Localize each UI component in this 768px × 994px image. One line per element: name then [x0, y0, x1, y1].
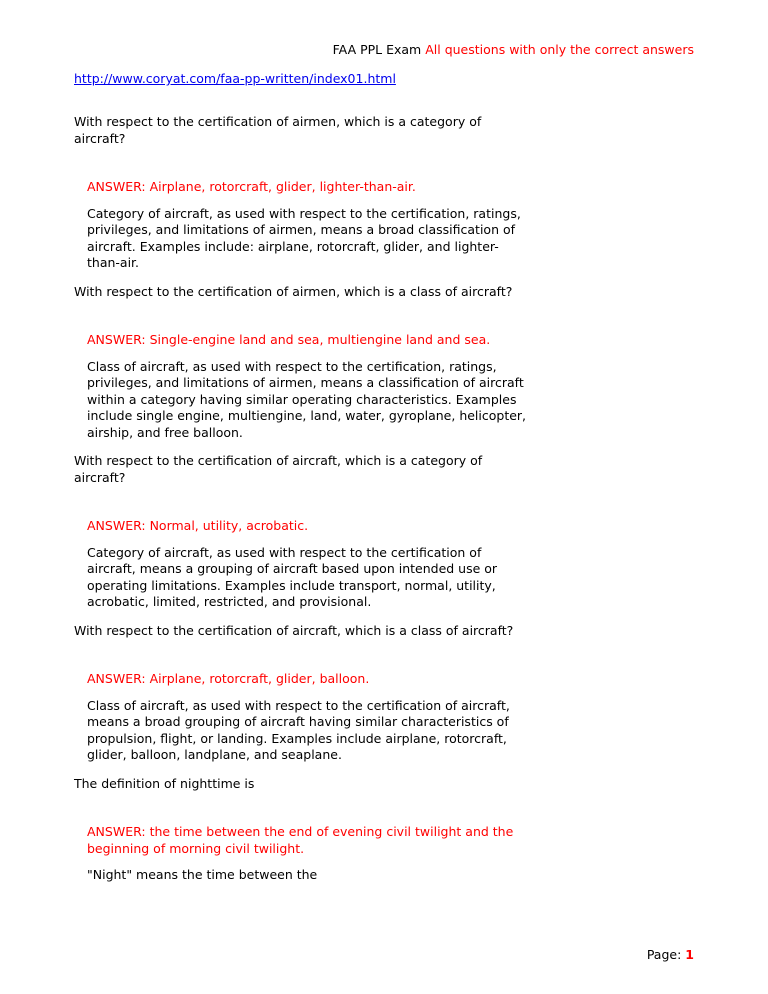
header-title: FAA PPL Exam [332, 42, 422, 57]
question-text: The definition of nighttime is [74, 775, 255, 791]
explanation-text: Category of aircraft, as used with respect to the certification, ratings, privileges, and limitations of airmen, means a broad classification of aircraft. Examples include: airplane, rotorcraft, glider, and lighter-than-air. [87, 205, 521, 270]
answer-text: ANSWER: Normal, utility, acrobatic. [87, 518, 309, 533]
source-link[interactable]: http://www.coryat.com/faa-pp-written/index01.html [74, 71, 396, 86]
explanation-text: Class of aircraft, as used with respect to the certification, ratings, privileges, and limitations of airmen, means a classification of aircraft within a category having similar operating characteristics. Examples include single engine, multiengine, land, water, gyroplane, helicopter, airship, and free balloon. [87, 358, 527, 440]
qa-item [74, 453, 544, 611]
answer-text: ANSWER: Single-engine land and sea, multiengine land and sea. [87, 332, 491, 347]
qa-item [74, 284, 544, 442]
qa-item [74, 776, 544, 884]
question-text: With respect to the certification of airmen, which is a class of aircraft? [74, 283, 513, 299]
qa-list [74, 114, 544, 896]
question-text: With respect to the certification of airmen, which is a category of aircraft? [74, 114, 482, 146]
question-text: With respect to the certification of aircraft, which is a category of aircraft? [74, 453, 483, 485]
explanation-text: Category of aircraft, as used with respect to the certification of aircraft, means a grouping of aircraft based upon intended use or operating limitations. Examples include transport, normal, utility, acrobatic, limited, restricted, and provisional. [87, 544, 498, 609]
header-subtitle: All questions with only the correct answers [425, 42, 694, 57]
question-text: With respect to the certification of aircraft, which is a class of aircraft? [74, 622, 514, 638]
page-label: Page: [646, 947, 682, 962]
page-footer [647, 947, 694, 962]
answer-text: ANSWER: Airplane, rotorcraft, glider, balloon. [87, 671, 370, 686]
page-header [333, 42, 694, 57]
qa-item [74, 114, 544, 272]
answer-text: ANSWER: Airplane, rotorcraft, glider, lighter-than-air. [87, 179, 416, 194]
qa-item [74, 623, 544, 764]
page-number: 1 [685, 947, 694, 962]
answer-text: ANSWER: the time between the end of evening civil twilight and the beginning of morning civil twilight. [87, 824, 514, 856]
explanation-text: "Night" means the time between the [87, 867, 318, 882]
explanation-text: Class of aircraft, as used with respect to the certification of aircraft, means a broad grouping of aircraft having similar characteristics of propulsion, flight, or landing. Examples include airplane, rotorcraft, glider, balloon, landplane, and seaplane. [87, 697, 510, 762]
